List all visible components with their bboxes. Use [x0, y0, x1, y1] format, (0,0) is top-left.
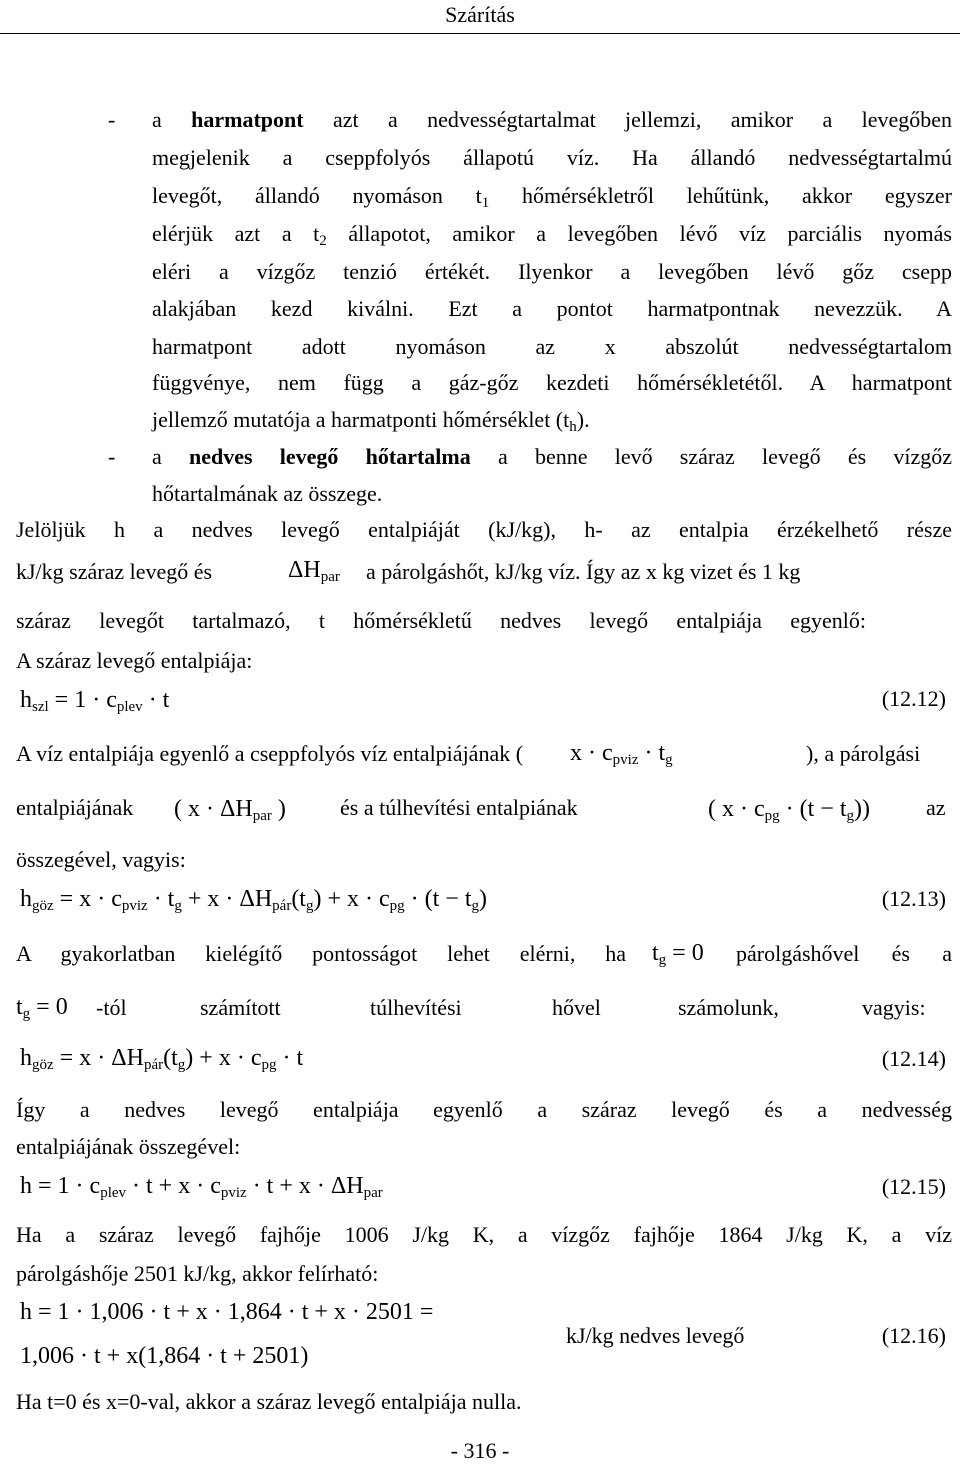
bullet2-line2: hőtartalmának az összege. — [152, 481, 383, 506]
delta-h-par-symbol: $\Delta H_{par}$ — [288, 557, 340, 585]
para5-line1: Ha a száraz levegő fajhője 1006 J/kg K, a vízgőz fajhője 1864 J/kg K, a víz — [16, 1222, 952, 1247]
para5-line2: párolgáshője 2501 kJ/kg, akkor felírható: — [16, 1261, 379, 1286]
header-rule — [0, 33, 960, 34]
bullet-dash: - — [108, 107, 116, 132]
bullet1-line2: megjelenik a cseppfolyós állapotú víz. Ha állandó nedvességtartalmú — [152, 145, 952, 170]
para4-line2: entalpiájának összegével: — [16, 1134, 241, 1159]
bullet-dash: - — [108, 444, 116, 469]
para2-line2b: és a túlhevítési entalpiának — [340, 795, 578, 820]
bullet1-line3: levegőt, állandó nyomáson $t_1$ hőmérsékletről lehűtünk, akkor egyszer — [152, 183, 952, 211]
formula-tg-zero: $t_g = 0$ — [16, 994, 68, 1022]
para1-line2b: a párolgáshőt, kJ/kg víz. Így az x kg vizet és 1 kg — [366, 559, 801, 584]
bullet1-line4: elérjük azt a $t_2$ állapotot, amikor a levegőben lévő víz parciális nyomás — [152, 221, 952, 249]
para2-line2a: entalpiájának — [16, 795, 134, 820]
equation-12-15: $h = 1 \cdot c_{plev} \cdot t + x \cdot c_{pviz} \cdot t + x \cdot \Delta H_{par}$ — [20, 1173, 383, 1201]
equation-12-14: $h_{göz} = x \cdot \Delta H_{pár}(t_g) + x \cdot c_{pg} \cdot t$ — [20, 1045, 304, 1073]
bullet1-line1: a harmatpont azt a nedvességtartalmat jellemzi, amikor a levegőben — [152, 107, 952, 132]
equation-number: (12.16) — [881, 1323, 946, 1348]
para2-line1b: ), a párolgási — [806, 741, 921, 766]
para6-line1: Ha t=0 és x=0-val, akkor a száraz levegő entalpiája nulla. — [16, 1389, 522, 1414]
para2-line1a: A víz entalpiája egyenlő a cseppfolyós víz entalpiájának ( — [16, 741, 524, 766]
para3-line1a: A gyakorlatban kielégítő pontosságot lehet elérni, ha — [16, 941, 626, 966]
equation-number: (12.15) — [881, 1174, 946, 1199]
para3-line2c: túlhevítési — [370, 995, 462, 1020]
bullet1-line5: eléri a vízgőz tenzió értékét. Ilyenkor a levegőben lévő gőz csepp — [152, 259, 952, 284]
para1-line2a: kJ/kg száraz levegő és — [16, 559, 213, 584]
para3-line2d: hővel — [552, 995, 601, 1020]
bullet1-line7: harmatpont adott nyomáson az x abszolút nedvességtartalom — [152, 334, 952, 359]
formula-x-cpg-t-tg: ( $x \cdot c_{pg} \cdot (t - t_g)$) — [708, 796, 870, 824]
equation-number: (12.13) — [881, 886, 946, 911]
para3-line2b: számított — [200, 995, 281, 1020]
bullet2-line1: a nedves levegő hőtartalma a benne levő száraz levegő és vízgőz — [152, 444, 953, 469]
equation-12-12: $h_{szl} = 1 \cdot c_{plev} \cdot t$ — [20, 687, 170, 715]
para2-line2c: az — [926, 795, 946, 820]
page-number: - 316 - — [450, 1438, 510, 1463]
equation-12-13: $h_{göz} = x \cdot c_{pviz} \cdot t_g + x \cdot \Delta H_{pár}(t_g) + x \cdot c_{pg} \cdot (t - t_g)$ — [20, 886, 488, 914]
equation-number: (12.12) — [881, 686, 946, 711]
para1-line3: száraz levegőt tartalmazó, t hőmérsékletű nedves levegő entalpiája egyenlő: — [16, 608, 866, 633]
para3-line2a: -tól — [96, 995, 127, 1020]
para2-line3: összegével, vagyis: — [16, 847, 186, 872]
equation-12-16-row1: h = 1 · 1,006 · t + x · 1,864 · t + x · 2501 = — [20, 1299, 434, 1325]
term-hotartalom: nedves levegő hőtartalma — [189, 444, 471, 469]
para1-line1: Jelöljük h a nedves levegő entalpiáját (kJ/kg), h- az entalpia érzékelhető része — [16, 517, 952, 542]
bullet1-line9: jellemző mutatója a harmatponti hőmérséklet $(t_h)$. — [152, 407, 590, 435]
formula-tg-zero: $t_g = 0$ — [652, 940, 704, 968]
para1-line4: A száraz levegő entalpiája: — [16, 648, 253, 673]
formula-x-cpviz-tg: $x \cdot c_{pviz} \cdot t_g$ — [570, 740, 673, 768]
para4-line1: Így a nedves levegő entalpiája egyenlő a száraz levegő és a nedvesség — [16, 1097, 952, 1122]
page-header-title: Szárítás — [445, 2, 515, 27]
para3-line2e: számolunk, — [678, 995, 779, 1020]
term-harmatpont: harmatpont — [191, 107, 304, 132]
bullet1-line8: függvénye, nem függ a gáz-gőz kezdeti hőmérsékletétől. A harmatpont — [152, 370, 952, 395]
formula-x-delta-h-par: ( $x \cdot \Delta H_{par}$ ) — [174, 796, 286, 824]
para3-line2g: vagyis: — [862, 995, 926, 1020]
equation-unit: kJ/kg nedves levegő — [566, 1323, 745, 1348]
equation-12-16-row2: 1,006 · t + x(1,864 · t + 2501) — [20, 1343, 309, 1369]
equation-number: (12.14) — [881, 1046, 946, 1071]
para3-line1b: párolgáshővel és a — [736, 941, 952, 966]
bullet1-line6: alakjában kezd kiválni. Ezt a pontot harmatpontnak nevezzük. A — [152, 296, 952, 321]
